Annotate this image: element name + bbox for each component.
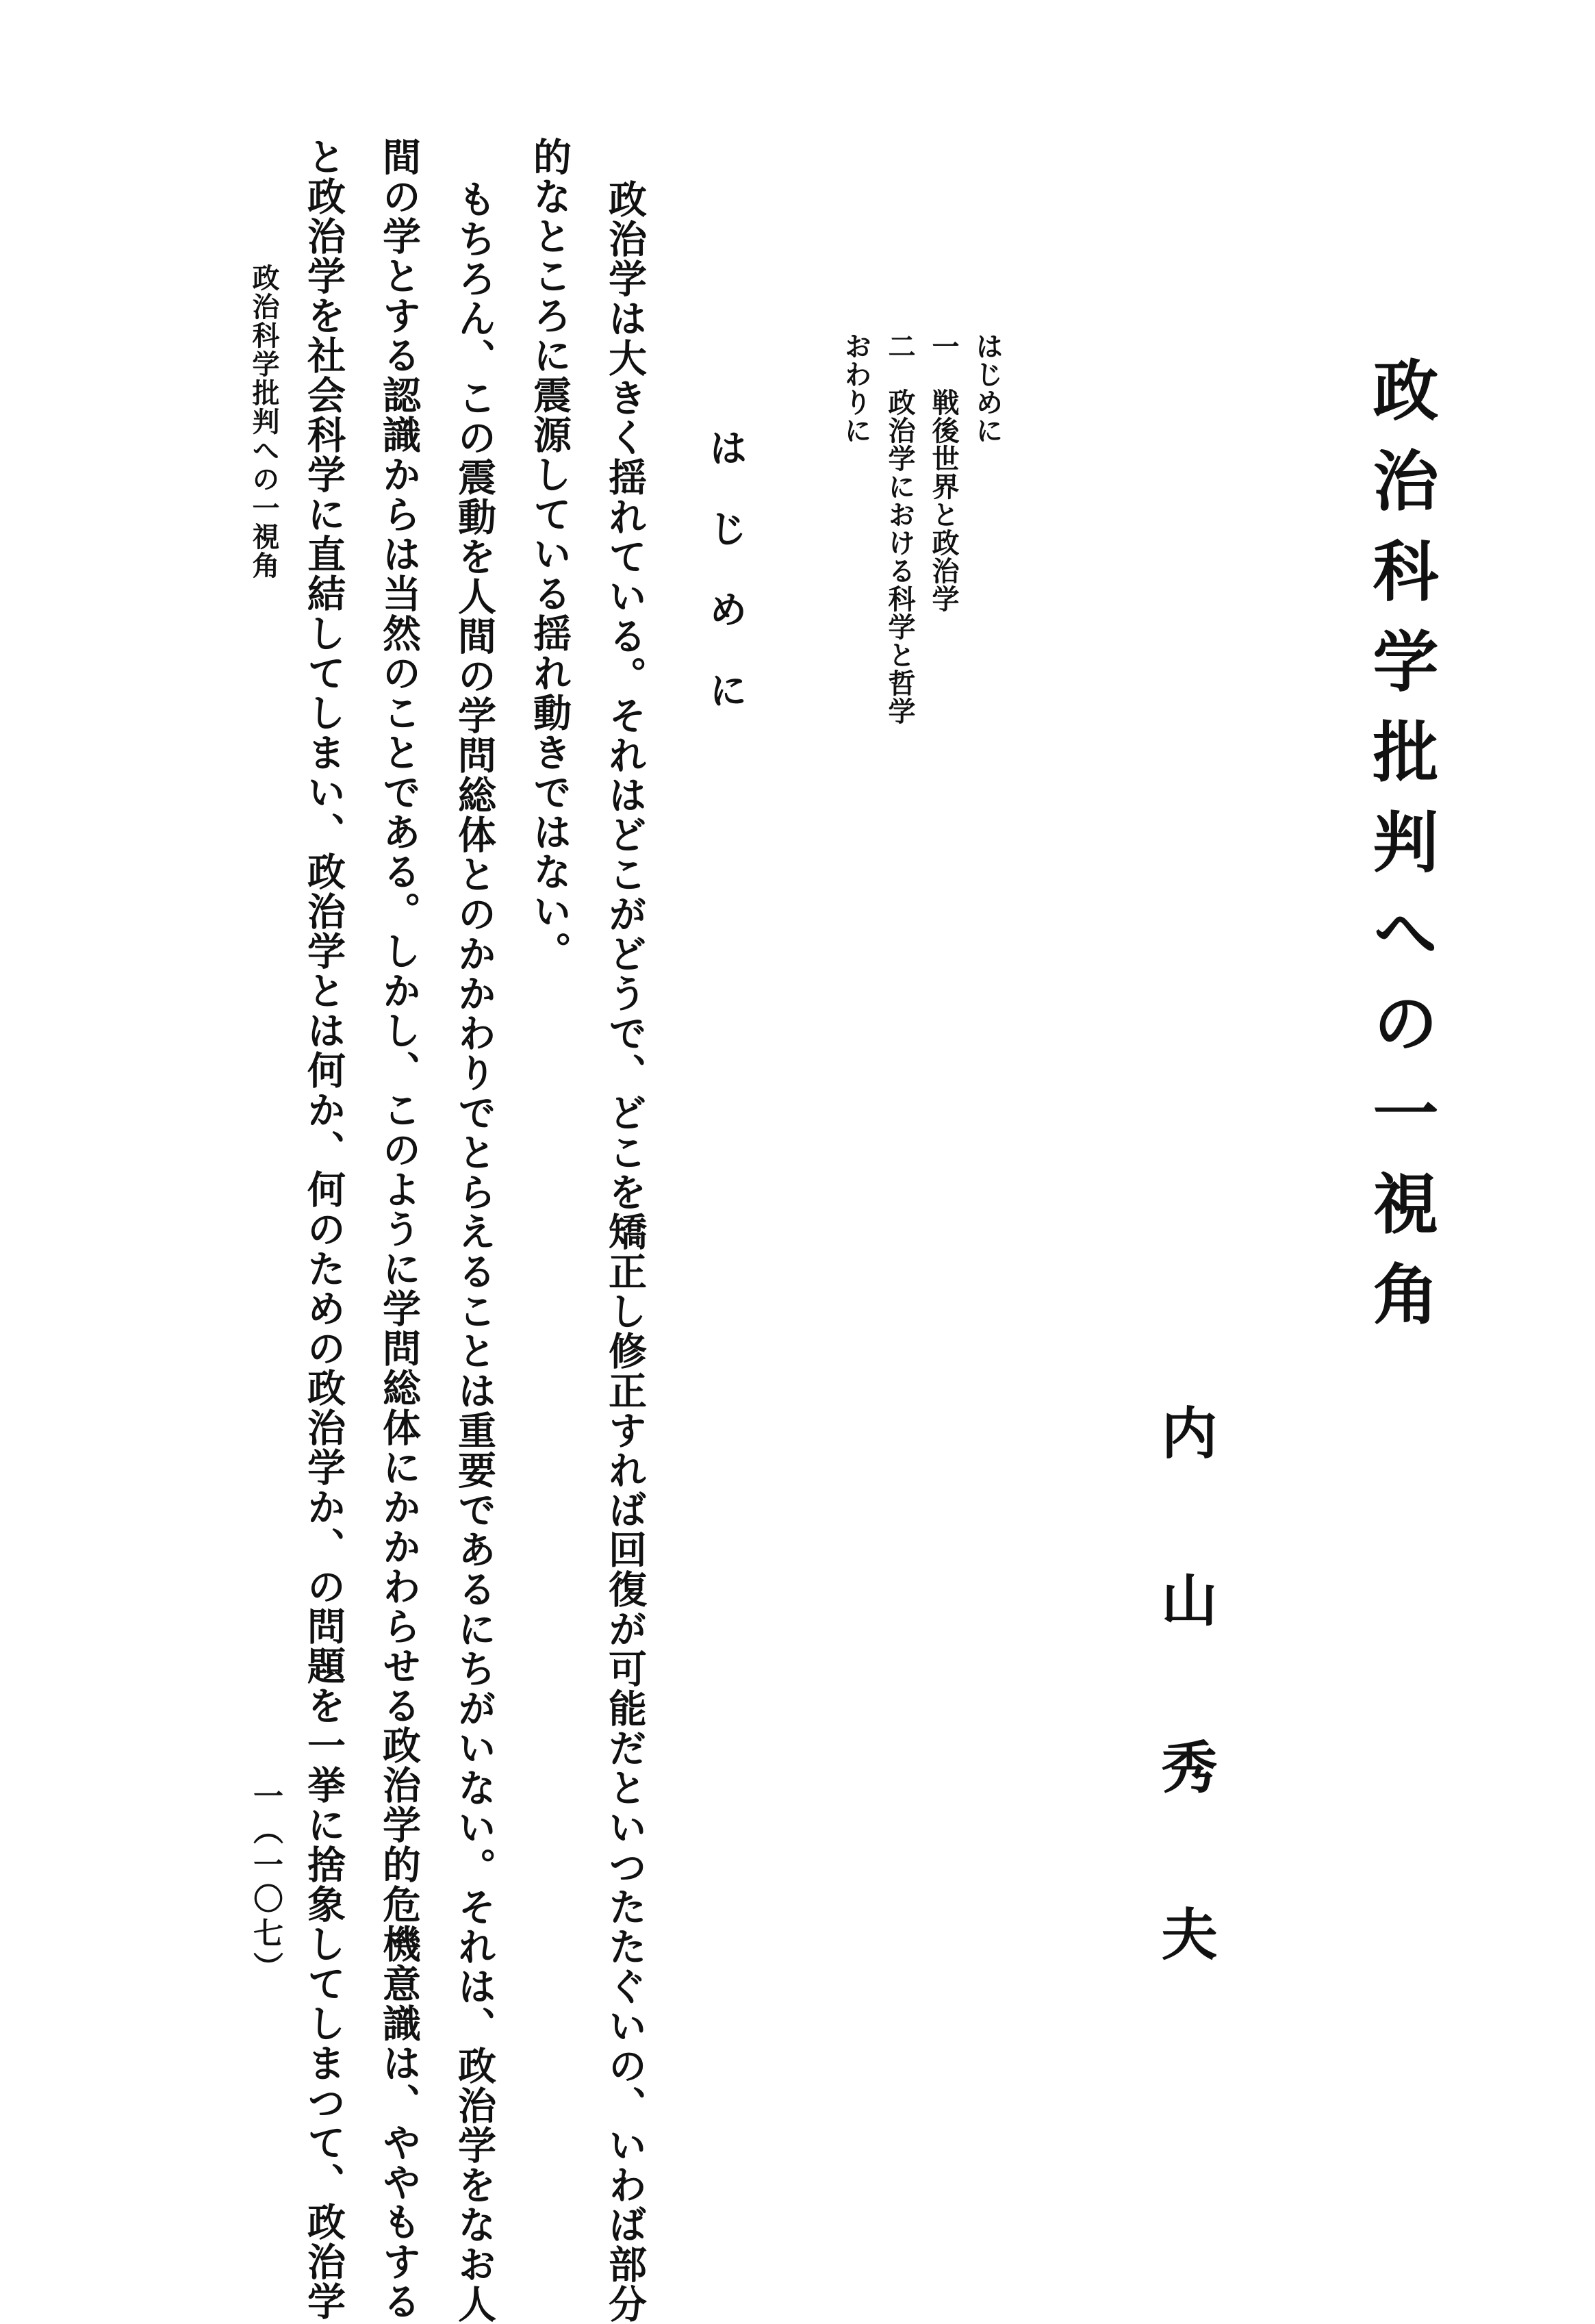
toc-item: 二 政治学における科学と哲学: [884, 332, 916, 725]
body-text-line: 間の学とする認識からは当然のことである。しかし、このように学問総体にかかわらせる政治学的危機意識は、ややもする: [377, 137, 422, 2321]
body-text-line: と政治学を社会科学に直結してしまい、政治学とは何か、何のための政治学か、の問題を一挙に捨象してしまつて、政治学: [301, 137, 346, 2321]
body-text-line: もちろん、この震動を人間の学問総体とのかかわりでとらえることは重要であるにちがいない。それは、政治学をなお人: [452, 179, 497, 2324]
page-number: 一（一〇七）: [248, 1780, 283, 1986]
article-author: 内山秀夫: [1152, 1404, 1218, 2072]
article-title: 政治科学批判への一視角: [1362, 356, 1440, 1350]
running-footer-title: 政治科学批判への一視角: [248, 264, 280, 580]
toc-item: はじめに: [971, 332, 1004, 444]
toc-item: 一 戦後世界と政治学: [928, 332, 960, 613]
toc-item: おわりに: [840, 332, 872, 444]
body-text-line: 的なところに震源している揺れ動きではない。: [527, 137, 572, 971]
section-heading: はじめに: [703, 428, 748, 751]
body-text-line: 政治学は大きく揺れている。それはどこがどうで、どこを矯正し修正すれば回復が可能だといつたたぐいの、いわば部分: [602, 179, 648, 2324]
